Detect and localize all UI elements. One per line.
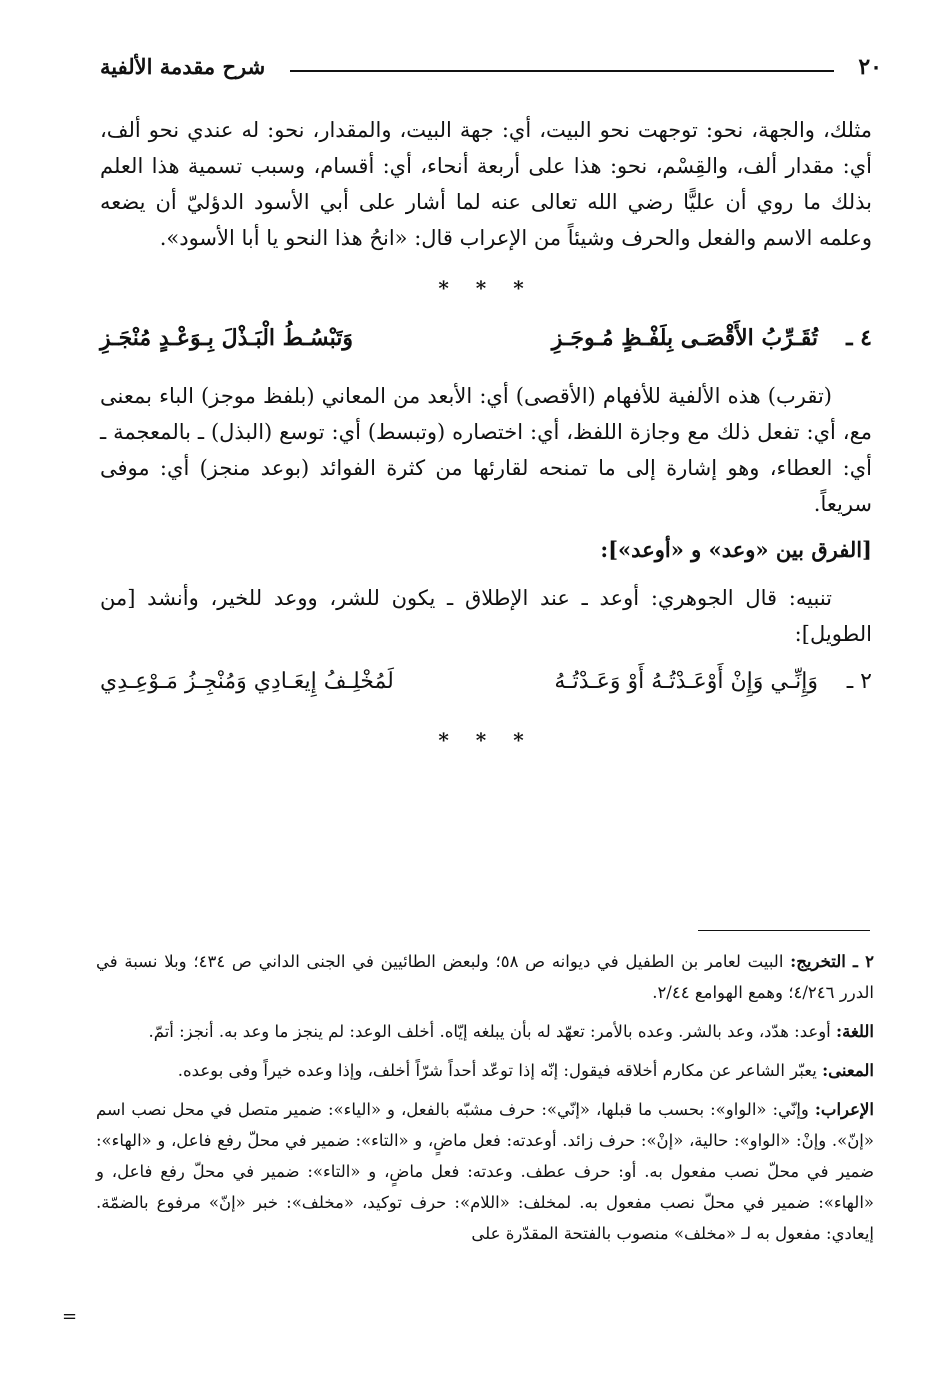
- verse-4: [100, 316, 872, 364]
- continuation-mark: =: [62, 1306, 78, 1327]
- verse-2: [100, 660, 872, 708]
- footnote-label: المعنى:: [822, 1061, 874, 1080]
- footnote-rule: [698, 930, 870, 931]
- section-separator: * * *: [438, 276, 534, 300]
- section-heading: [الفرق بين «وعد» و «أوعد»]:: [600, 537, 872, 562]
- paragraph-intro: مثلك، والجهة، نحو: توجهت نحو البيت، أي: جهة البيت، والمقدار، نحو: له عندي نحو ألف، أي: مقدار ألف، والقِسْم، نحو: هذا على أربعة أنحاء، أي: أقسام، وسبب تسمية هذا العلم بذلك ما روي أن عليًّا رضي الله تعالى عنه لما أشار على أبي الأسود الدؤليّ أن يضعه وعلمه الاسم والفعل والحرف وشيئاً من الإعراب قال: «انحُ هذا النحو يا أبا الأسود».: [100, 118, 872, 250]
- running-title: شرح مقدمة الألفية: [100, 54, 266, 79]
- verse-number: ٤ ـ: [846, 325, 872, 351]
- footnote-label: اللغة:: [836, 1022, 874, 1041]
- footnote-text: وإنّي: «الواو»: بحسب ما قبلها، «إنّي»: حرف مشبّه بالفعل، و «الياء»: ضمير متصل في محل نصب اسم «إنّ». وإنْ: «الواو»: حالية، «إنْ»: حرف زائد. أوعدته: فعل ماضٍ، و «التاء»: ضمير في محلّ رفع فاعل، و «الهاء»: ضمير في محلّ نصب مفعول به. أو: حرف عطف. وعدته: فعل ماضٍ، و «التاء»: ضمير في محلّ رفع فاعل، و «الهاء»: ضمير في محلّ نصب مفعول به. لمخلف: «اللام»: حرف توكيد، «مخلف»: خبر «إنّ» مرفوع بالضمّة. إيعادي: مفعول به لـ «مخلف» منصوب بالفتحة المقدّرة على: [96, 1100, 874, 1243]
- verse-first-hemistich: وَإِنِّـي وَإِنْ أَوْعَـدْتُـهُ أَوْ وَعَـدْتُـهُ: [554, 669, 818, 694]
- footnote-text: أوعد: هدّد، وعد بالشر. وعده بالأمر: تعهّد له بأن يبلغه إيّاه. أخلف الوعد: لم ينجز ما وعد به. أنجز: أتمّ.: [148, 1022, 831, 1041]
- verse-second-hemistich: لَمُخْلِـفُ إِيعَـادِي وَمُنْجِـزُ مَـوْعِـدِي: [100, 669, 394, 694]
- footnote-label: الإعراب:: [814, 1100, 874, 1119]
- footnote-label: ٢ ـ التخريج:: [790, 952, 874, 971]
- page-number: ٢٠: [858, 54, 882, 80]
- running-header: [100, 52, 882, 92]
- footnote-lugha: [96, 1016, 874, 1047]
- header-rule: [290, 70, 834, 72]
- footnote-takhrij: [96, 946, 874, 1008]
- verse-first-hemistich: تُقَـرِّبُ الأَقْصَـى بِلَفْـظٍ مُـوجَـزِ: [551, 325, 818, 351]
- footnote-mana: [96, 1055, 874, 1086]
- commentary-paragraph: (تقرب) هذه الألفية للأفهام (الأقصى) أي: الأبعد من المعاني (بلفظ موجز) الباء بمعنى مع، أي: تفعل ذلك مع وجازة اللفظ، أي: اختصاره (وتبسط) أي: توسع (البذل) ـ بالمعجمة ـ أي: العطاء، وهو إشارة إلى ما تمنحه لقارئها من كثرة الفوائد (بوعد منجز) أي: موفى سريعاً.: [100, 384, 872, 516]
- main-text: [100, 112, 872, 768]
- footnotes: [96, 946, 874, 1257]
- verse-second-hemistich: وَتَبْسُـطُ الْبَـذْلَ بِـوَعْـدٍ مُنْجَـزِ: [100, 325, 354, 351]
- verse-number: ٢ ـ: [846, 669, 872, 694]
- footnote-text: يعبّر الشاعر عن مكارم أخلاقه فيقول: إنّه إذا توعّد أحداً شرّاً أخلف، وإذا وعده خيراً وفى بوعده.: [177, 1061, 817, 1080]
- footnote-irab: [96, 1094, 874, 1249]
- footnote-text: البيت لعامر بن الطفيل في ديوانه ص ٥٨؛ ولبعض الطائيين في الجنى الداني ص ٤٣٤؛ وبلا نسبة في الدرر ٤/٢٤٦؛ وهمع الهوامع ٢/٤٤.: [96, 952, 874, 1002]
- note-paragraph: تنبيه: قال الجوهري: أوعد ـ عند الإطلاق ـ يكون للشر، ووعد للخير، وأنشد [من الطويل]:: [100, 586, 872, 646]
- section-separator: * * *: [438, 728, 534, 752]
